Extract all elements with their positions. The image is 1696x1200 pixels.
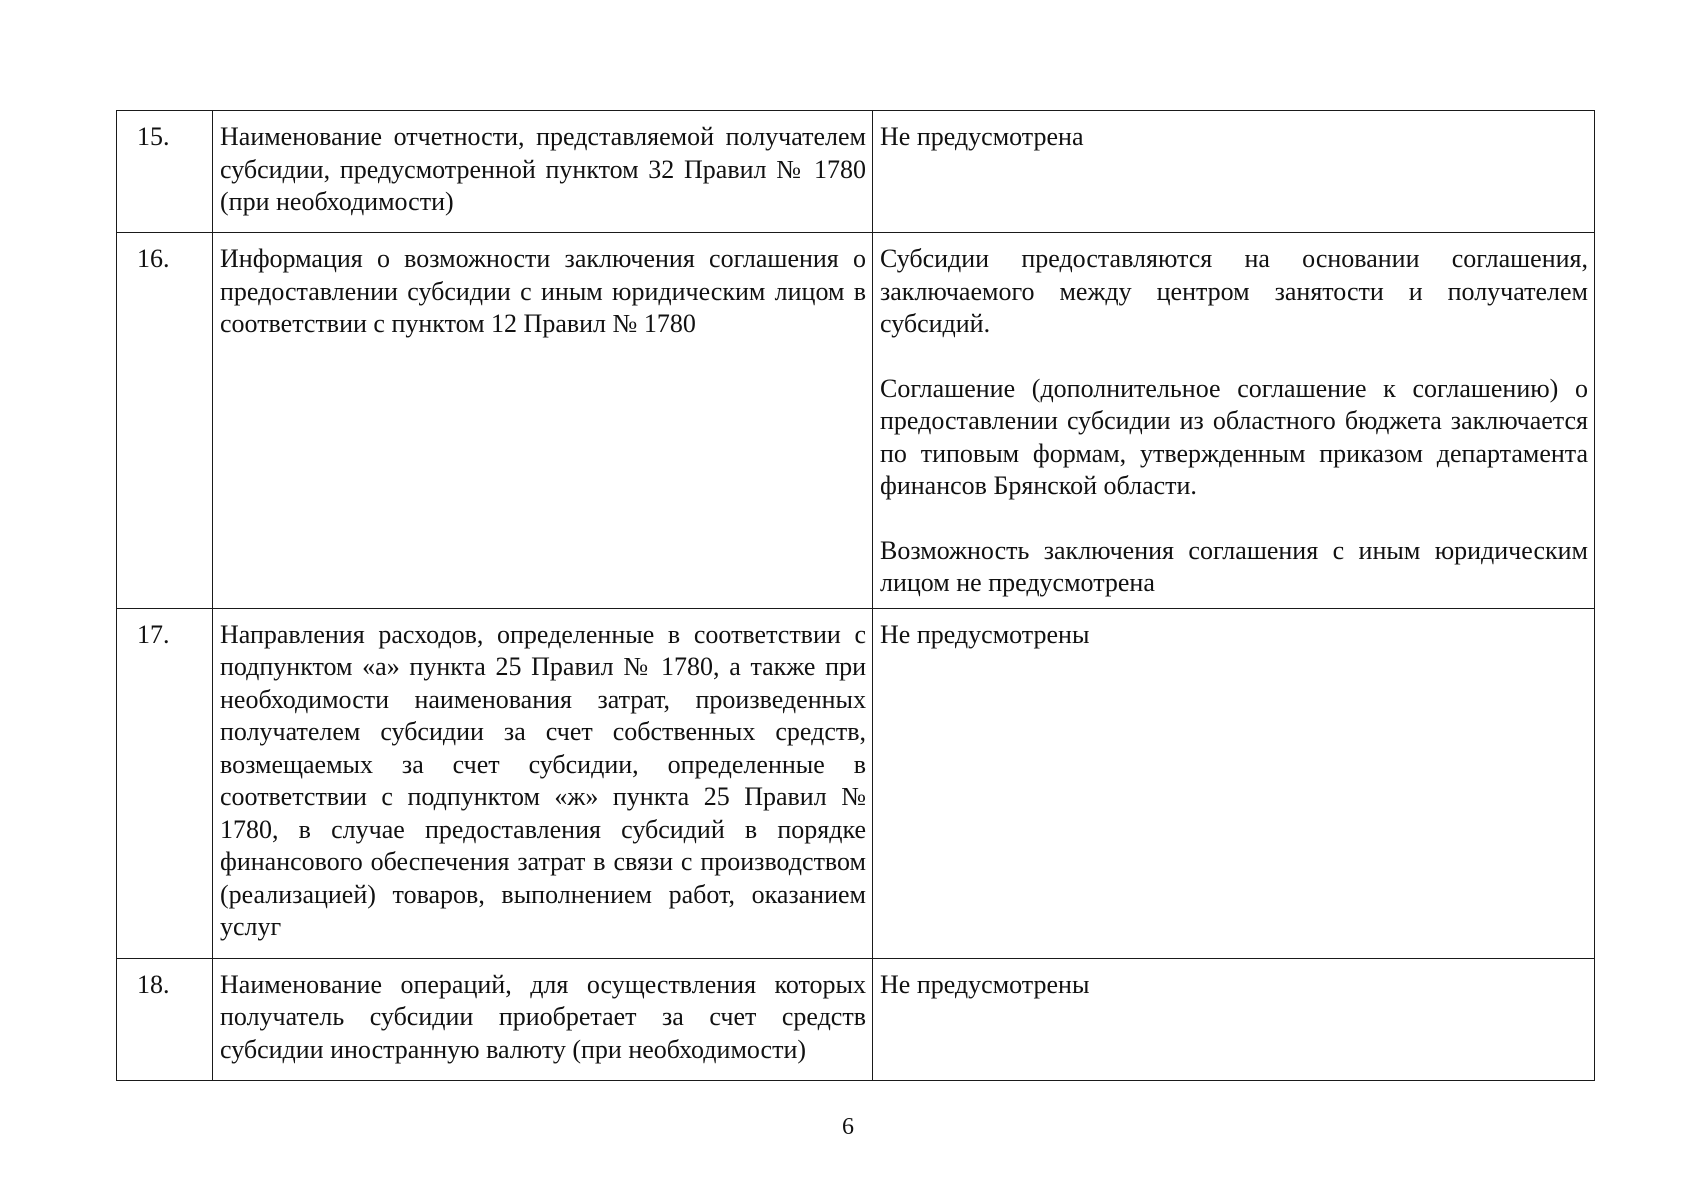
row-number: 18. xyxy=(117,958,213,1080)
page-number: 6 xyxy=(842,1114,854,1140)
row-value-paragraph: Возможность заключения соглашения с иным юридическим лицом не предусмотрена xyxy=(880,535,1588,597)
table-row xyxy=(117,608,1595,958)
row-name: Наименование отчетности, представляемой получателем субсидии, предусмотренной пунктом 32 Правил № 1780 (при необходимости) xyxy=(213,111,873,233)
row-name: Наименование операций, для осуществления которых получатель субсидии приобретает за счет средств субсидии иностранную валюту (при необходимости) xyxy=(213,958,873,1080)
row-value-paragraph: Не предусмотрены xyxy=(880,969,1090,999)
row-value-paragraph: Не предусмотрена xyxy=(880,122,1084,151)
row-value-paragraph: Соглашение (дополнительное соглашение к соглашению) о предоставлении субсидии из областного бюджета заключается по типовым формам, утвержденным приказом департамента финансов Брянской области. xyxy=(880,373,1588,500)
row-value xyxy=(873,111,1595,233)
row-number: 17. xyxy=(117,608,213,958)
row-value xyxy=(873,608,1595,958)
table-row xyxy=(117,958,1595,1080)
row-value xyxy=(873,958,1595,1080)
row-value-paragraph: Не предусмотрены xyxy=(880,619,1090,649)
row-value-paragraph: Субсидии предоставляются на основании соглашения, заключаемого между центром занятости и получателем субсидий. xyxy=(880,244,1588,338)
table-row xyxy=(117,111,1595,233)
row-value xyxy=(873,233,1595,609)
row-number: 16. xyxy=(117,233,213,609)
row-number: 15. xyxy=(117,111,213,233)
row-name: Направления расходов, определенные в соответствии с подпунктом «а» пункта 25 Правил № 1780, а также при необходимости наименования затрат, произведенных получателем субсидии за счет собственных средств, возмещаемых за счет субсидии, определенные в соответствии с подпунктом «ж» пункта 25 Правил № 1780, в случае предоставления субсидий в порядке финансового обеспечения затрат в связи с производством (реализацией) товаров, выполнением работ, оказанием услуг xyxy=(213,608,873,958)
table-row xyxy=(117,233,1595,609)
row-name: Информация о возможности заключения соглашения о предоставлении субсидии с иным юридическим лицом в соответствии с пунктом 12 Правил № 1780 xyxy=(213,233,873,609)
document-table xyxy=(116,110,1595,1081)
